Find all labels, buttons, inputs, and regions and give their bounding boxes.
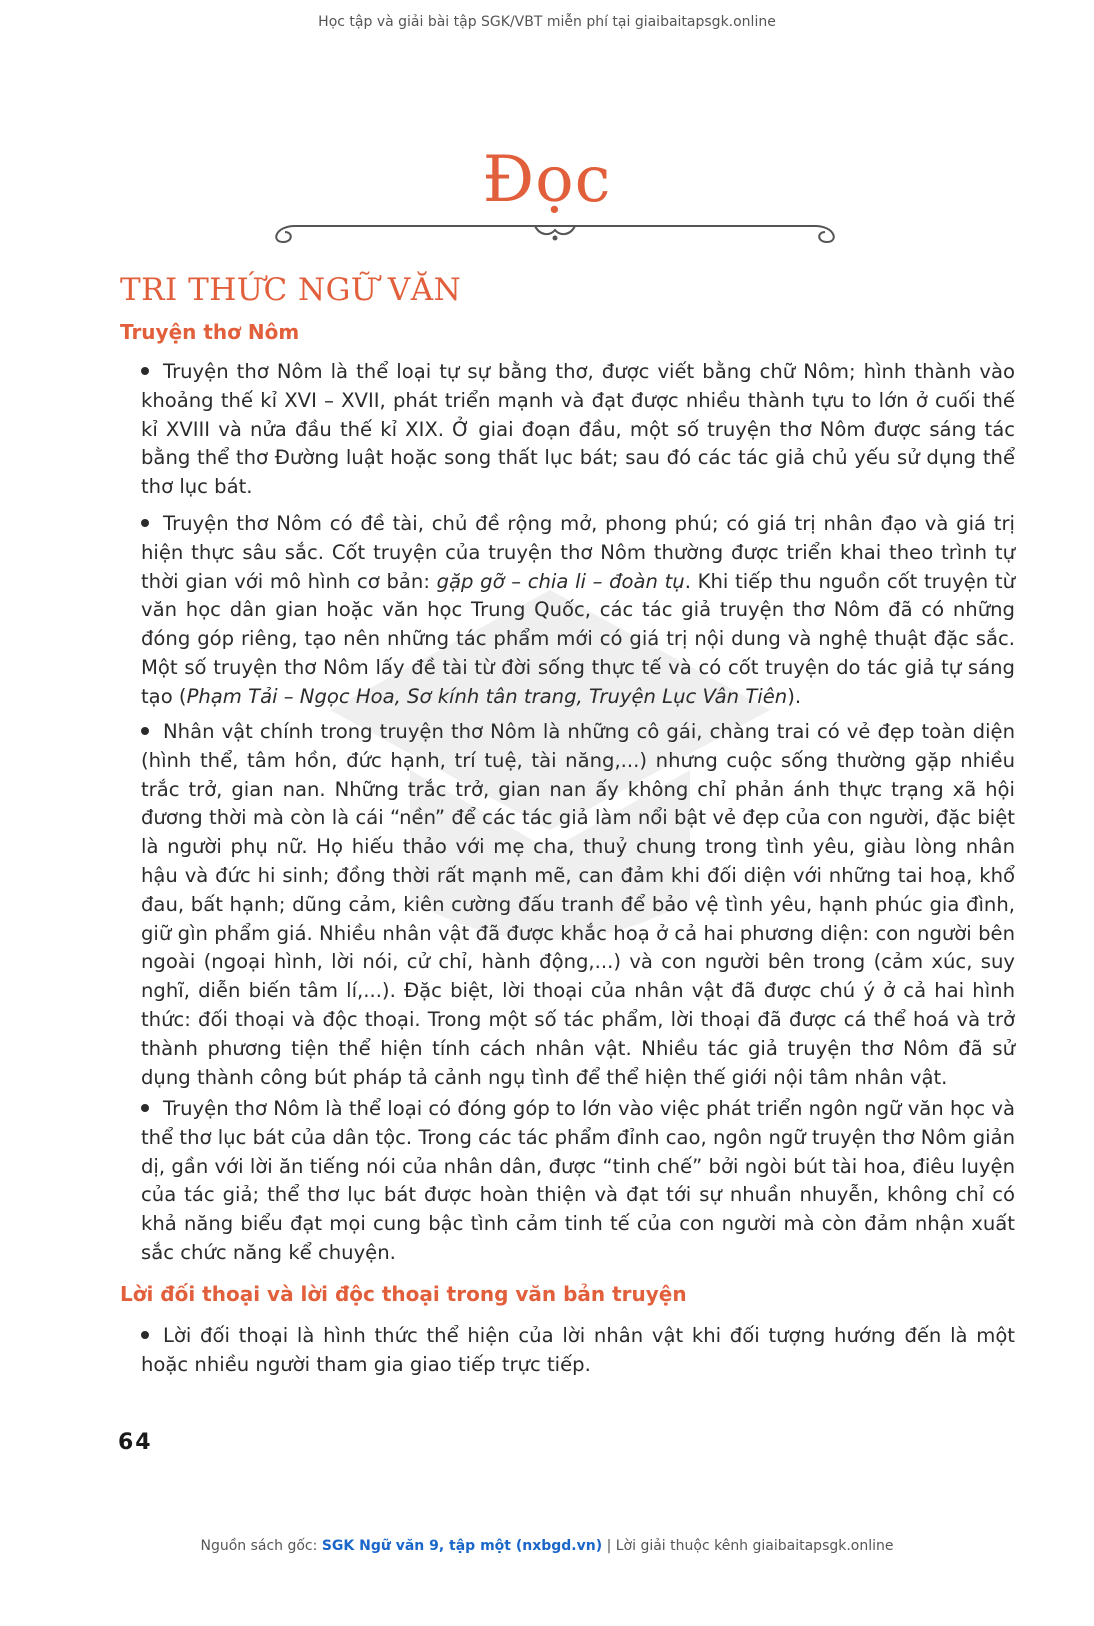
footer-note [0,1538,1094,1554]
bullet-icon [141,519,149,527]
bullet-icon [141,1331,149,1339]
italic-work-titles: Phạm Tải – Ngọc Hoa, Sơ kính tân trang, Truyện Lục Vân Tiên [186,684,788,708]
bullet-icon [141,727,149,735]
footer-prefix: Nguồn sách gốc: [200,1538,322,1554]
footer-source-link[interactable]: SGK Ngữ văn 9, tập một (nxbgd.vn) [321,1538,603,1554]
main-heading: TRI THỨC NGỮ VĂN [120,272,462,308]
paragraph-5 [141,1322,1015,1380]
section-title: Đọc [482,143,612,217]
paragraph-text: Truyện thơ Nôm có đề tài, chủ đề rộng mở, phong phú; có giá trị nhân đạo và giá trị hiện thực sâu sắc. Cốt truyện của truyện thơ Nôm thường được triển khai theo trình tự thời gian với mô hình cơ bản: [141,512,1015,593]
paragraph-text: Truyện thơ Nôm là thể loại có đóng góp to lớn vào việc phát triển ngôn ngữ văn học và thể thơ lục bát của dân tộc. Trong các tác phẩm đỉnh cao, ngôn ngữ truyện thơ Nôm giản dị, gần với lời ăn tiếng nói của nhân dân, được “tinh chế” bởi ngòi bút tài hoa, điêu luyện của tác giả; thể thơ lục bát được hoàn thiện và đạt tới sự nhuần nhuyễn, không chỉ có khả năng biểu đạt mọi cung bậc tình cảm tinh tế của con người mà còn đảm nhận xuất sắc chức năng kể chuyện. [141,1097,1015,1264]
paragraph-1 [141,358,1015,502]
paragraph-text: Lời đối thoại là hình thức thể hiện của lời nhân vật khi đối tượng hướng đến là một hoặc nhiều người tham gia giao tiếp trực tiếp. [141,1324,1015,1376]
header-note: Học tập và giải bài tập SGK/VBT miễn phí tại giaibaitapsgk.online [318,14,776,30]
paragraph-text: ). [787,684,802,708]
paragraph-2 [141,510,1015,712]
bullet-icon [141,1104,149,1112]
paragraph-4 [141,1095,1015,1268]
footer-suffix: | Lời giải thuộc kênh giaibaitapsgk.online [602,1538,894,1554]
subheading-truyen-tho-nom: Truyện thơ Nôm [120,320,300,344]
subheading-loi-doi-thoai: Lời đối thoại và lời độc thoại trong văn bản truyện [120,1282,687,1306]
page-number: 64 [118,1430,153,1455]
italic-plot-model: gặp gỡ – chia li – đoàn tụ [436,569,685,593]
title-ornament [265,212,845,252]
bullet-icon [141,367,149,375]
paragraph-3 [141,718,1015,1092]
paragraph-text: Truyện thơ Nôm là thể loại tự sự bằng thơ, được viết bằng chữ Nôm; hình thành vào khoảng thế kỉ XVI – XVII, phát triển mạnh và đạt được nhiều thành tựu to lớn ở cuối thế kỉ XVIII và nửa đầu thế kỉ XIX. Ở giai đoạn đầu, một số truyện thơ Nôm được sáng tác bằng thể thơ Đường luật hoặc song thất lục bát; sau đó các tác giả chủ yếu sử dụng thể thơ lục bát. [141,360,1015,499]
paragraph-text: . Khi tiếp thu nguồn cốt truyện từ văn học dân gian hoặc văn học Trung Quốc, các tác giả truyện thơ Nôm đã có những đóng góp riêng, tạo nên những tác phẩm mới có giá trị nội dung và nghệ thuật đặc sắc. Một số truyện thơ Nôm lấy đề tài từ đời sống thực tế và có cốt truyện do tác giả tự sáng tạo ( [141,569,1015,708]
paragraph-text: Nhân vật chính trong truyện thơ Nôm là những cô gái, chàng trai có vẻ đẹp toàn diện (hình thể, tâm hồn, đức hạnh, trí tuệ, tài năng,...) nhưng cuộc sống thường gặp nhiều trắc trở, gian nan. Những trắc trở, gian nan ấy không chỉ phản ánh thực trạng xã hội đương thời mà còn là cái “nền” để các tác giả làm nổi bật vẻ đẹp của con người, đặc biệt là người phụ nữ. Họ hiếu thảo với mẹ cha, thuỷ chung trong tình yêu, giàu lòng nhân hậu và đức hi sinh; đồng thời rất mạnh mẽ, can đảm khi đối diện với những tai hoạ, khổ đau, bất hạnh; dũng cảm, kiên cường đấu tranh để bảo vệ tình yêu, hạnh phúc gia đình, giữ gìn phẩm giá. Nhiều nhân vật đã được khắc hoạ ở cả hai phương diện: con người bên ngoài (ngoại hình, lời nói, cử chỉ, hành động,...) và con người bên trong (cảm xúc, suy nghĩ, diễn biến tâm lí,...). Đặc biệt, lời thoại của nhân vật đã được chú ý ở cả hai hình thức: đối thoại và độc thoại. Trong một số tác phẩm, lời thoại đã được cá thể hoá và trở thành phương tiện thể hiện tính cách nhân vật. Nhiều tác giả truyện thơ Nôm đã sử dụng thành công bút pháp tả cảnh ngụ tình để thể hiện thế giới nội tâm nhân vật. [141,720,1015,1089]
